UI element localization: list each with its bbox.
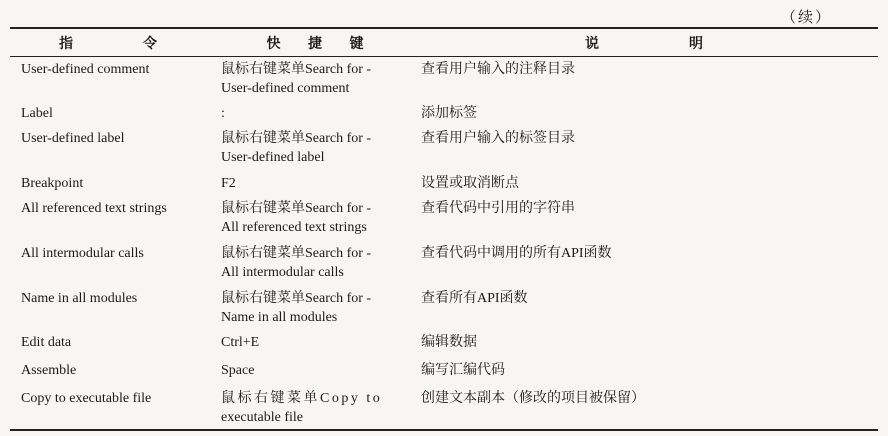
command-cell: Edit data	[21, 335, 72, 350]
header-description: 说 明	[585, 36, 741, 52]
command-cell: Assemble	[21, 363, 77, 378]
table-bottom-rule	[10, 429, 878, 431]
command-cell: All referenced text strings	[21, 201, 167, 216]
shortcut-line: Space	[221, 363, 255, 378]
shortcut-cell	[221, 361, 421, 383]
header-command: 指 令	[59, 36, 185, 52]
shortcut-line: 鼠标右键菜单Search for -	[221, 131, 372, 146]
command-cell: Name in all modules	[21, 291, 138, 306]
description-cell: 编写汇编代码	[421, 363, 505, 378]
shortcut-cell	[221, 60, 421, 98]
table-row	[10, 104, 878, 127]
command-cell: User-defined comment	[21, 62, 150, 77]
shortcut-cell	[221, 333, 421, 355]
table-header-rule	[10, 56, 878, 57]
description-cell: 设置或取消断点	[421, 176, 519, 191]
shortcut-line: F2	[221, 176, 236, 191]
table-row	[10, 129, 878, 167]
shortcut-line: 鼠标右键菜单Search for -	[221, 201, 372, 216]
shortcut-line: All intermodular calls	[221, 265, 344, 280]
description-cell: 查看所有API函数	[421, 291, 528, 306]
command-cell: User-defined label	[21, 131, 125, 146]
shortcut-cell	[221, 174, 421, 196]
table-row	[10, 361, 878, 383]
table-row	[10, 244, 878, 282]
shortcut-line: 鼠标右键菜单Search for -	[221, 291, 372, 306]
shortcut-line: 鼠标右键菜单Search for -	[221, 246, 372, 261]
shortcut-cell	[221, 289, 421, 327]
description-cell: 查看用户输入的注释目录	[421, 62, 575, 77]
table-row	[10, 389, 878, 427]
shortcut-line: User-defined comment	[221, 81, 350, 96]
shortcut-line: 鼠标右键菜单Search for -	[221, 62, 372, 77]
shortcut-cell	[221, 244, 421, 282]
description-cell: 查看代码中引用的字符串	[421, 201, 575, 216]
shortcut-line: Ctrl+E	[221, 335, 260, 350]
header-shortcut: 快 捷 键	[266, 36, 376, 52]
description-cell: 编辑数据	[421, 335, 477, 350]
shortcut-line: executable file	[221, 410, 304, 425]
table-row	[10, 199, 878, 237]
shortcut-cell	[221, 104, 421, 127]
shortcut-line: :	[221, 106, 225, 121]
table-row	[10, 333, 878, 355]
description-cell: 查看用户输入的标签目录	[421, 131, 575, 146]
shortcut-cell	[221, 129, 421, 167]
continued-label: （续）	[780, 10, 832, 26]
shortcut-cell	[221, 199, 421, 237]
table-row	[10, 289, 878, 327]
description-cell: 添加标签	[421, 106, 477, 121]
shortcut-cell	[221, 389, 421, 427]
description-cell: 查看代码中调用的所有API函数	[421, 246, 612, 261]
shortcut-line: User-defined label	[221, 150, 325, 165]
table-row	[10, 60, 878, 98]
shortcut-line: 鼠标右键菜单Copy to	[221, 391, 383, 406]
command-cell: Label	[21, 106, 53, 121]
description-cell: 创建文本副本（修改的项目被保留）	[421, 391, 645, 406]
table-header	[10, 29, 878, 56]
shortcut-line: All referenced text strings	[221, 220, 367, 235]
table-body	[10, 60, 878, 427]
shortcut-line: Name in all modules	[221, 310, 338, 325]
command-cell: All intermodular calls	[21, 246, 144, 261]
command-cell: Copy to executable file	[21, 391, 152, 406]
table-row	[10, 174, 878, 196]
command-cell: Breakpoint	[21, 176, 84, 191]
